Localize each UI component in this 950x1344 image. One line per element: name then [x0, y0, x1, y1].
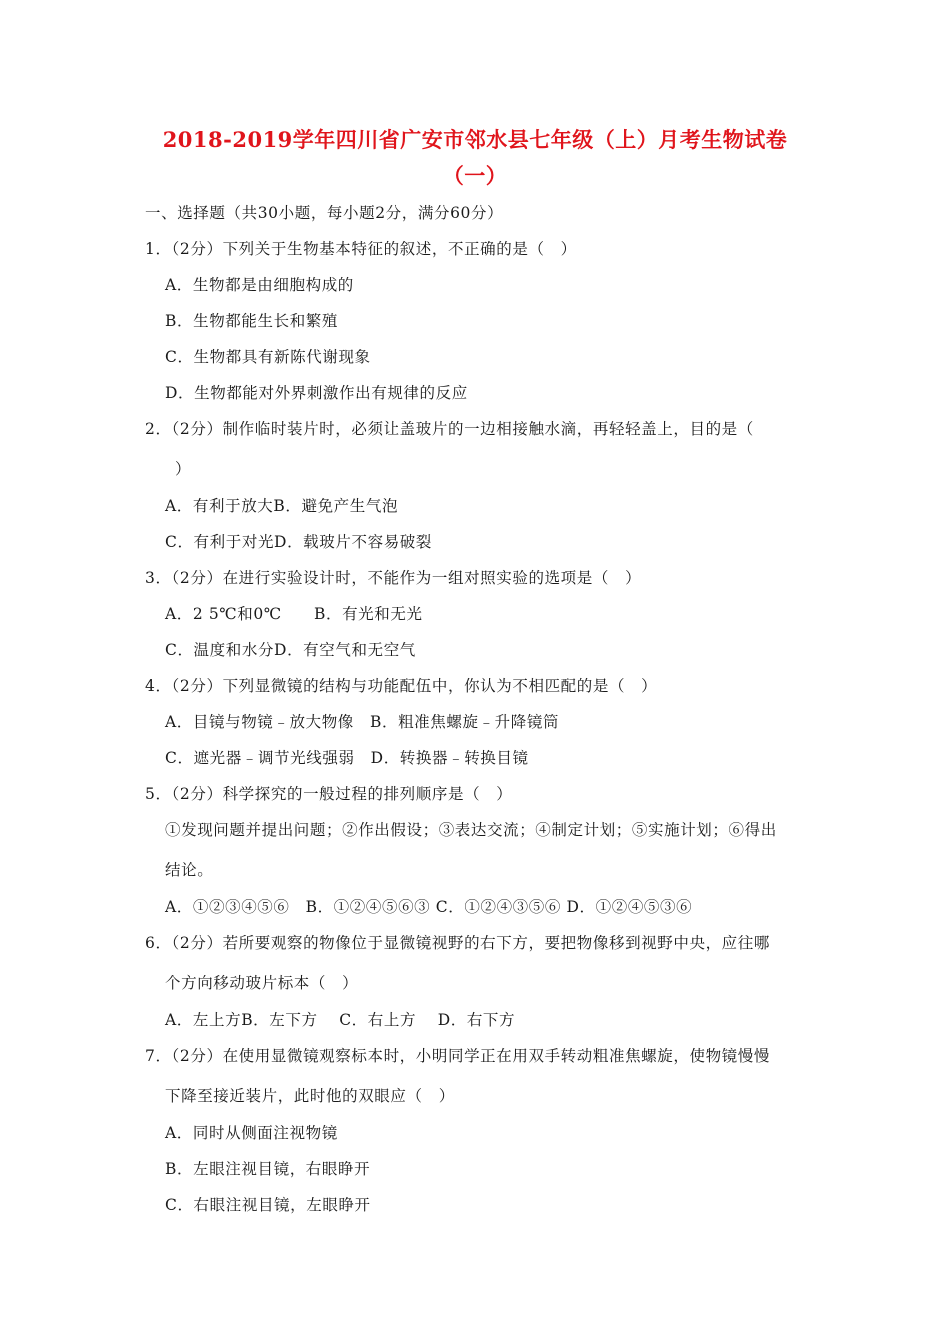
- question-1-option-b: B．生物都能生长和繁殖: [165, 312, 338, 330]
- question-6-stem-continuation: 个方向移动玻片标本（ ）: [165, 974, 359, 992]
- question-4-options-ab: A．目镜与物镜﹣放大物像 B．粗准焦螺旋﹣升降镜筒: [165, 713, 560, 731]
- question-1-option-a: A．生物都是由细胞构成的: [165, 276, 354, 294]
- question-5-options: A．①②③④⑤⑥ B．①②④⑤⑥③ C．①②④③⑤⑥ D．①②④⑤③⑥: [165, 898, 693, 916]
- question-2-stem-continuation: ）: [175, 460, 192, 478]
- question-3-stem: 3．（2分）在进行实验设计时，不能作为一组对照实验的选项是（ ）: [145, 569, 642, 587]
- question-7-option-c: C．右眼注视目镜，左眼睁开: [165, 1196, 371, 1214]
- question-6-stem: 6．（2分）若所要观察的物像位于显微镜视野的右下方，要把物像移到视野中央，应往哪: [145, 934, 770, 952]
- question-1-option-c: C．生物都具有新陈代谢现象: [165, 348, 371, 366]
- question-1-option-d: D．生物都能对外界刺激作出有规律的反应: [165, 384, 468, 402]
- exam-title-line-1: 2018-2019学年四川省广安市邻水县七年级（上）月考生物试卷: [162, 127, 788, 152]
- question-4-stem: 4．（2分）下列显微镜的结构与功能配伍中，你认为不相匹配的是（ ）: [145, 677, 658, 695]
- question-4-options-cd: C．遮光器﹣调节光线强弱 D．转换器﹣转换目镜: [165, 749, 529, 767]
- question-7-option-b: B．左眼注视目镜，右眼睁开: [165, 1160, 371, 1178]
- question-3-options-ab: A．2 5℃和0℃ B．有光和无光: [165, 605, 423, 623]
- question-6-options: A．左上方B．左下方 C．右上方 D．右下方: [165, 1011, 516, 1029]
- question-7-stem-continuation: 下降至接近装片，此时他的双眼应（ ）: [165, 1087, 455, 1105]
- question-7-stem: 7．（2分）在使用显微镜观察标本时，小明同学正在用双手转动粗准焦螺旋，使物镜慢慢: [145, 1047, 770, 1065]
- question-1-stem: 1．（2分）下列关于生物基本特征的叙述，不正确的是（ ）: [145, 240, 577, 258]
- question-3-options-cd: C．温度和水分D．有空气和无空气: [165, 641, 416, 659]
- question-7-option-a: A．同时从侧面注视物镜: [165, 1124, 338, 1142]
- question-2-options-cd: C．有利于对光D．载玻片不容易破裂: [165, 533, 432, 551]
- section-heading: 一、选择题（共30小题，每小题2分，满分60分）: [145, 204, 504, 222]
- question-2-stem: 2．（2分）制作临时装片时，必须让盖玻片的一边相接触水滴，再轻轻盖上，目的是（: [145, 420, 754, 438]
- question-5-stem: 5．（2分）科学探究的一般过程的排列顺序是（ ）: [145, 785, 513, 803]
- question-2-options-ab: A．有利于放大B．避免产生气泡: [165, 497, 399, 515]
- question-5-steps: ①发现问题并提出问题；②作出假设；③表达交流；④制定计划；⑤实施计划；⑥得出: [165, 821, 777, 839]
- exam-title-line-2: （一）: [442, 163, 508, 188]
- question-5-steps-continuation: 结论。: [165, 861, 214, 879]
